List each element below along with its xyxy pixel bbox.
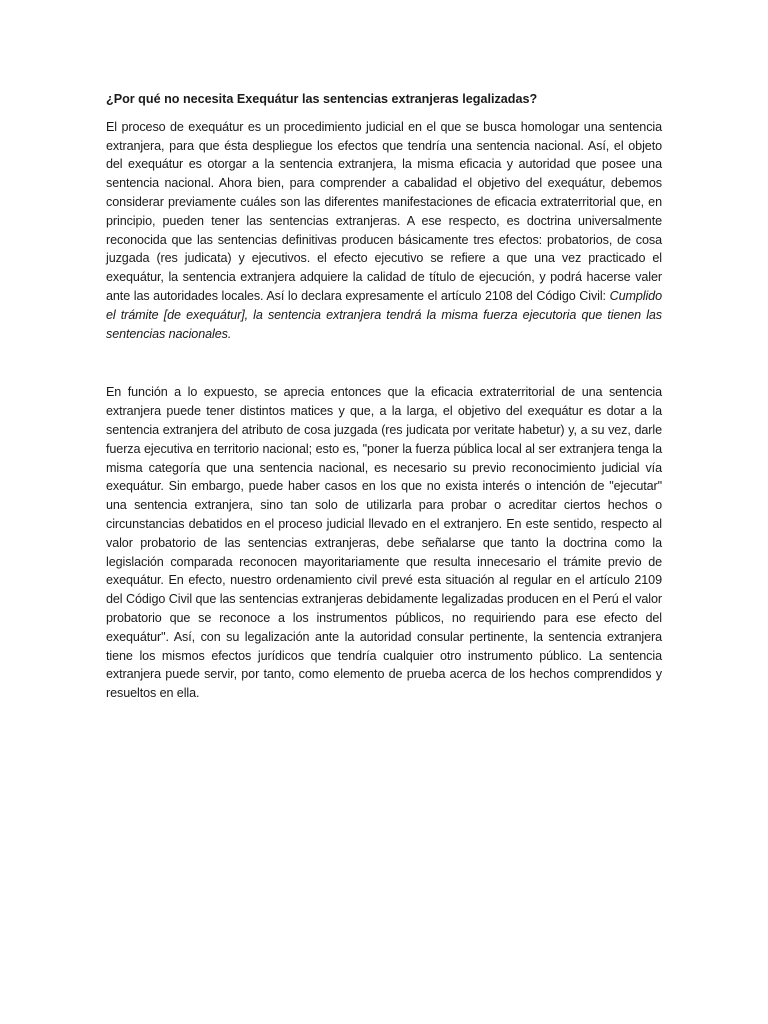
document-title: ¿Por qué no necesita Exequátur las sentencias extranjeras legalizadas? [106,92,538,106]
paragraph-1 [106,118,662,344]
civil-code-quote: Cumplido el trámite [de exequátur], la sentencia extranjera tendrá la misma fuerza ejecutoria que tienen las sentencias nacionales. [106,288,662,341]
paragraph-2: En función a lo expuesto, se aprecia entonces que la eficacia extraterritorial de una sentencia extranjera puede tener distintos matices y que, a la larga, el objetivo del exequátur es dotar a la sentencia extranjera del atributo de cosa juzgada (res judicata por veritate habetur) y, a su vez, darle fuerza ejecutiva en territorio nacional; esto es, "poner la fuerza pública local al ser extranjera tenga la misma categoría que una sentencia nacional, es necesario su previo reconocimiento judicial vía exequátur. Sin embargo, puede haber casos en los que no exista interés o intención de "ejecutar" una sentencia extranjera, sino tan solo de utilizarla para probar o acreditar ciertos hechos o circunstancias debatidos en el proceso judicial llevado en el extranjero. En este sentido, respecto al valor probatorio de las sentencias extranjeras, debe señalarse que tanto la doctrina como la legislación comparada reconocen mayoritariamente que resulta innecesario el trámite previo de exequátur. En efecto, nuestro ordenamiento civil prevé esta situación al regular en el artículo 2109 del Código Civil que las sentencias extranjeras debidamente legalizadas producen en el Perú el valor probatorio que se reconoce a los instrumentos públicos, no requiriendo para ese efecto del exequátur". Así, con su legalización ante la autoridad consular pertinente, la sentencia extranjera tiene los mismos efectos jurídicos que tendría cualquier otro instrumento público. La sentencia extranjera puede servir, por tanto, como elemento de prueba acerca de los hechos comprendidos y resueltos en ella. [106,385,662,701]
document-body [106,90,662,703]
paragraph-1-text: El proceso de exequátur es un procedimiento judicial en el que se busca homologar una sentencia extranjera, para que ésta despliegue los efectos que tendría una sentencia nacional. Así, el objeto del exequátur es otorgar a la sentencia extranjera, la misma eficacia y autoridad que posee una sentencia nacional. Ahora bien, para comprender a cabalidad el objetivo del exequátur, debemos considerar previamente cuáles son las diferentes manifestaciones de eficacia extraterritorial que, en principio, pueden tener las sentencias extranjeras. A ese respecto, es doctrina universalmente reconocida que las sentencias definitivas producen básicamente tres efectos: probatorios, de cosa juzgada (res judicata) y ejecutivos. el efecto ejecutivo se refiere a que una vez practicado el exequátur, la sentencia extranjera adquiere la calidad de título de ejecución, y podrá hacerse valer ante las autoridades locales. Así lo declara expresamente el artículo 2108 del Código Civil: [106,119,662,303]
